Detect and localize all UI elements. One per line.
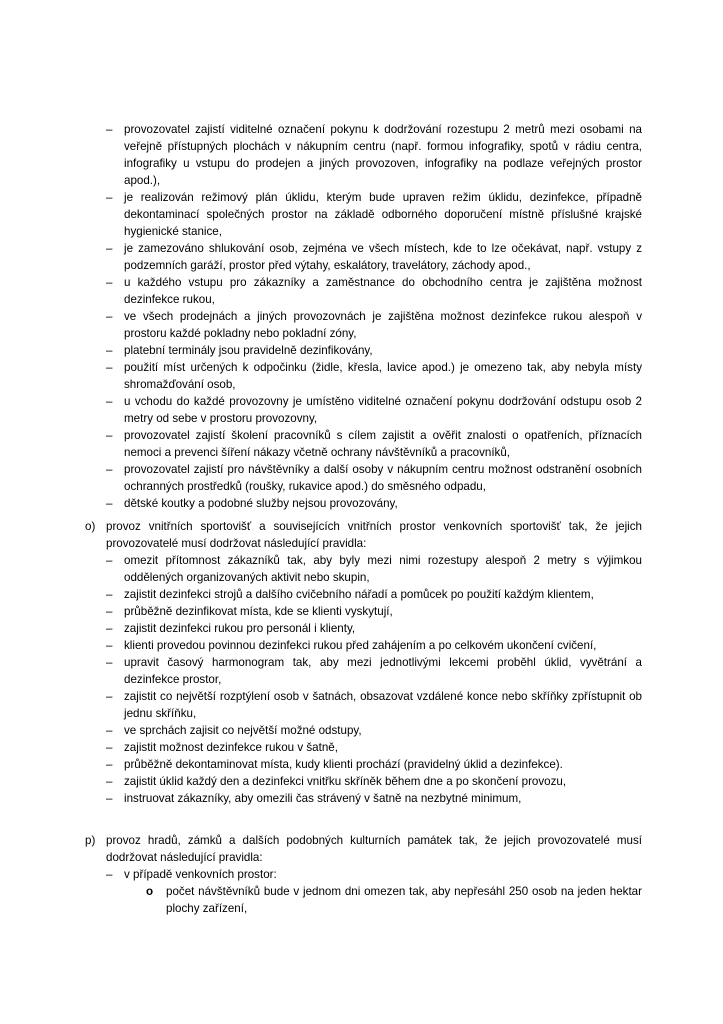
dash-marker: – — [106, 724, 113, 737]
list-item — [0, 552, 723, 586]
dash-marker: – — [106, 622, 113, 635]
dash-marker: – — [106, 741, 113, 754]
list-item — [0, 274, 723, 308]
list-item-text: v případě venkovních prostor: — [124, 868, 277, 881]
dash-marker: – — [106, 395, 113, 408]
list-item — [0, 308, 723, 342]
list-item-text: instruovat zákazníky, aby omezili čas strávený v šatně na nezbytné minimum, — [124, 792, 522, 805]
dash-marker: – — [106, 775, 113, 788]
list-item — [0, 427, 723, 461]
dash-marker: – — [106, 690, 113, 703]
list-item-text: průběžně dekontaminovat místa, kudy klienti prochází (pravidelný úklid a dezinfekce). — [124, 758, 563, 771]
list-item-text: zajistit co největší rozptýlení osob v šatnách, obsazovat vzdálené konce nebo skříňky zpřístupnit ob jednu skříňku, — [124, 690, 642, 720]
dash-marker: – — [106, 605, 113, 618]
circle-bullet: o — [146, 885, 154, 898]
list-item-text: provozovatel zajistí viditelné označení pokynu k dodržování rozestupu 2 metrů mezi osobami na veřejně přístupných plochách v nákupním centru (např. formou infografiky, spotů v rádiu centra, infografiky u vstupu do prodejen a jiných provozoven, infografiky na podlaze veřejných prostor apod.), — [124, 123, 642, 187]
list-item — [0, 461, 723, 495]
dash-marker: – — [106, 276, 113, 289]
list-item-text: ve sprchách zajisit co největší možné odstupy, — [124, 724, 362, 737]
list-item-text: provozovatel zajistí školení pracovníků s cílem zajistit a ověřit znalosti o opatřeních, příznacích nemoci a prevenci šíření nákazy včetně ochrany návštěvníků a pracovníků, — [124, 429, 642, 459]
list-item — [0, 603, 723, 620]
list-item — [0, 637, 723, 654]
dash-marker: – — [106, 792, 113, 805]
dash-marker: – — [106, 868, 113, 881]
sub-list-item — [0, 883, 723, 917]
dash-marker: – — [106, 242, 113, 255]
list-item-text: platební terminály jsou pravidelně dezinfikovány, — [124, 344, 373, 357]
dash-marker: – — [106, 758, 113, 771]
list-item — [0, 756, 723, 773]
list-item — [0, 359, 723, 393]
dash-marker: – — [106, 429, 113, 442]
section-lead: provoz hradů, zámků a dalších podobných kulturních památek tak, že jejich provozovatelé musí dodržovat následující pravidla: — [106, 834, 642, 864]
dash-marker: – — [106, 554, 113, 567]
list-item — [0, 722, 723, 739]
list-item-text: ve všech prodejnách a jiných provozovnách je zajištěna možnost dezinfekce rukou alespoň v prostoru každé pokladny nebo pokladní zóny, — [124, 310, 642, 340]
list-item — [0, 189, 723, 240]
list-item-text: klienti provedou povinnou dezinfekci rukou před zahájením a po celkovém ukončení cvičení, — [124, 639, 597, 652]
dash-marker: – — [106, 123, 113, 136]
dash-marker: – — [106, 588, 113, 601]
dash-marker: – — [106, 361, 113, 374]
section-p — [0, 832, 723, 917]
dash-marker: – — [106, 497, 113, 510]
list-item — [0, 586, 723, 603]
list-item — [0, 790, 723, 807]
list-item — [0, 121, 723, 189]
dash-marker: – — [106, 463, 113, 476]
list-item-text: zajistit možnost dezinfekce rukou v šatně, — [124, 741, 338, 754]
section-o-list — [0, 552, 723, 807]
section-p-list — [0, 866, 723, 917]
section-o — [0, 518, 723, 807]
sub-list-item-text: počet návštěvníků bude v jednom dni omezen tak, aby nepřesáhl 250 osob na jeden hektar plochy zařízení, — [166, 885, 642, 915]
list-item-text: provozovatel zajistí pro návštěvníky a další osoby v nákupním centru možnost odstranění osobních ochranných prostředků (roušky, rukavice apod.) do směsného odpadu, — [124, 463, 642, 493]
list-item — [0, 654, 723, 688]
section-lead: provoz vnitřních sportovišť a souvisejících vnitřních prostor venkovních sportovišť tak, že jejich provozovatelé musí dodržovat následující pravidla: — [106, 520, 642, 550]
dash-marker: – — [106, 639, 113, 652]
section-letter: p) — [85, 834, 96, 847]
dash-marker: – — [106, 344, 113, 357]
list-item — [0, 739, 723, 756]
list-item-text: zajistit dezinfekci strojů a dalšího cvičebního nářadí a pomůcek po použití každým klientem, — [124, 588, 594, 601]
dash-marker: – — [106, 656, 113, 669]
dash-marker: – — [106, 310, 113, 323]
list-item-text: u každého vstupu pro zákazníky a zaměstnance do obchodního centra je zajištěna možnost dezinfekce rukou, — [124, 276, 642, 306]
section-letter: o) — [85, 520, 96, 533]
list-item-text: dětské koutky a podobné služby nejsou provozovány, — [124, 497, 398, 510]
list-item — [0, 773, 723, 790]
list-item — [0, 688, 723, 722]
list-item-text: omezit přítomnost zákazníků tak, aby byly mezi nimi rozestupy alespoň 2 metry s výjimkou oddělených organizovaných aktivit nebo skupin, — [124, 554, 642, 584]
list-item-text: upravit časový harmonogram tak, aby mezi jednotlivými lekcemi proběhl úklid, vyvětrání a dezinfekce prostor, — [124, 656, 642, 686]
list-item — [0, 240, 723, 274]
list-item-text: u vchodu do každé provozovny je umístěno viditelné označení pokynu dodržování odstupu osob 2 metry od sebe v prostoru provozovny, — [124, 395, 642, 425]
dash-marker: – — [106, 191, 113, 204]
list-item — [0, 342, 723, 359]
list-item — [0, 620, 723, 637]
list-item-text: zajistit dezinfekci rukou pro personál i klienty, — [124, 622, 356, 635]
list-item-text: zajistit úklid každý den a dezinfekci vnitřku skříněk během dne a po skončení provozu, — [124, 775, 567, 788]
list-item-text: je zamezováno shlukování osob, zejména ve všech místech, kde to lze očekávat, např. vstupy z podzemních garáží, prostor před výtahy, eskalátory, travelátory, záchody apod., — [124, 242, 642, 272]
list-item — [0, 393, 723, 427]
list-item-text: je realizován režimový plán úklidu, kterým bude upraven režim úklidu, dezinfekce, případně dekontaminací společných prostor na základě odborného doporučení místně příslušné krajské hygienické stanice, — [124, 191, 642, 238]
list-item — [0, 866, 723, 883]
top-dash-list — [0, 121, 723, 512]
list-item-text: průběžně dezinfikovat místa, kde se klienti vyskytují, — [124, 605, 393, 618]
list-item — [0, 495, 723, 512]
list-item-text: použití míst určených k odpočinku (židle, křesla, lavice apod.) je omezeno tak, aby nebyla místy shromažďování osob, — [124, 361, 642, 391]
